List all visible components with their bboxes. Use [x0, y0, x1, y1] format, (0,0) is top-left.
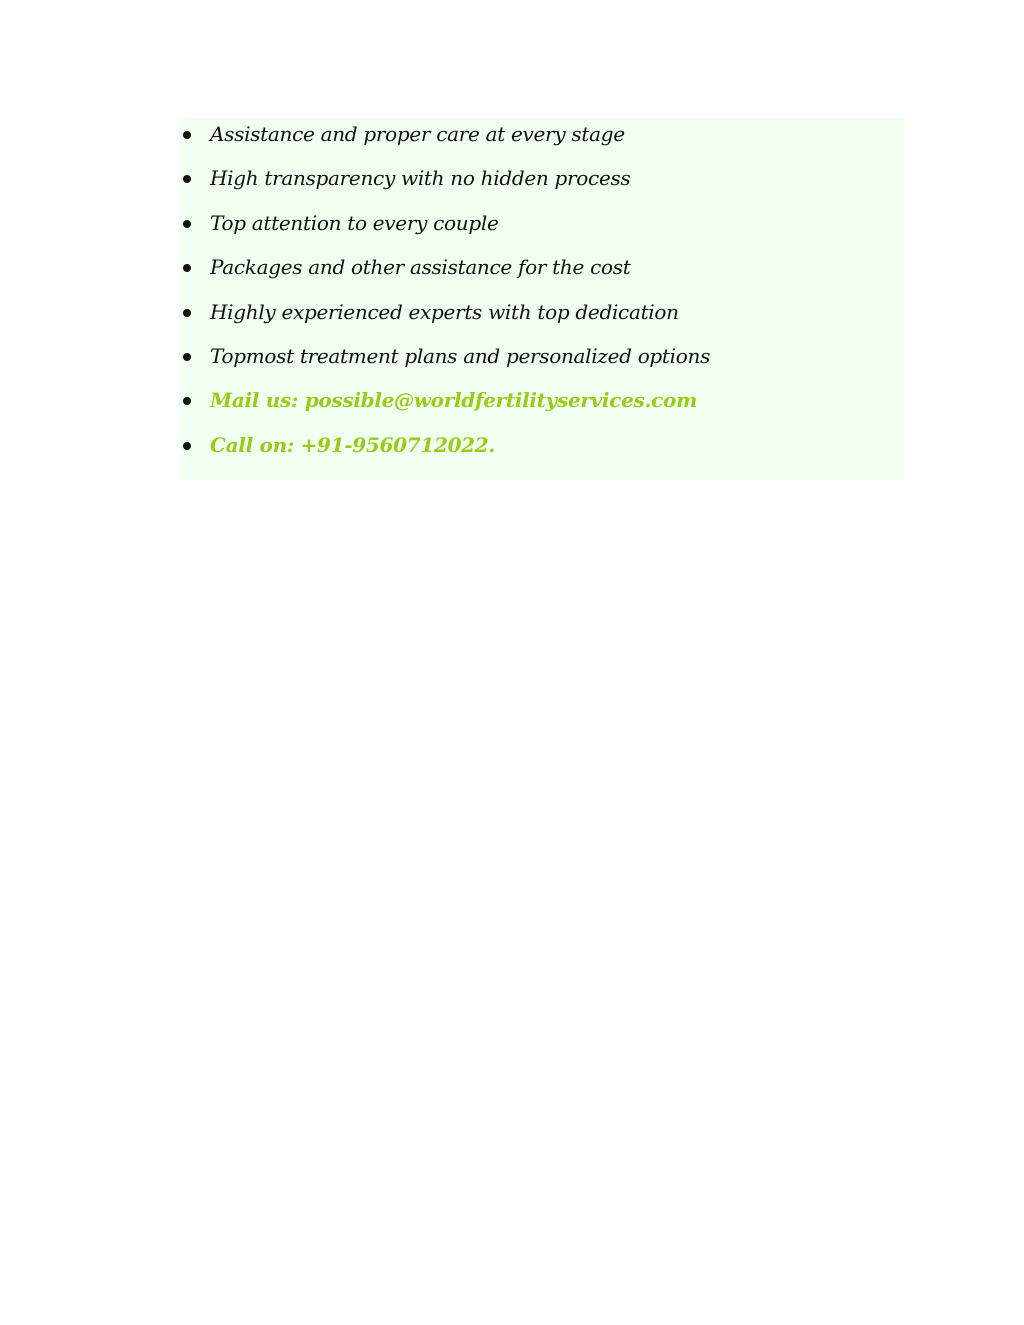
list-item	[180, 118, 904, 162]
list-item-text: Top attention to every couple	[210, 210, 499, 235]
list-item-text: Assistance and proper care at every stage	[210, 122, 625, 146]
list-item-text: Highly experienced experts with top dedication	[210, 299, 679, 324]
list-item-text: Packages and other assistance for the cost	[210, 255, 631, 280]
bullet-icon	[183, 175, 191, 183]
list-item	[180, 296, 904, 340]
benefits-list	[180, 118, 904, 473]
bullet-icon	[183, 220, 191, 228]
list-item	[180, 340, 904, 384]
list-item-text: Topmost treatment plans and personalized options	[210, 343, 711, 368]
contact-mail-text[interactable]: Mail us: possible@worldfertilityservices.com	[210, 388, 697, 413]
list-item	[180, 251, 904, 295]
bullet-icon	[183, 353, 191, 361]
list-item-text: High transparency with no hidden process	[210, 166, 631, 191]
bullet-icon	[183, 264, 191, 272]
bullet-icon	[183, 442, 191, 450]
list-item	[180, 162, 904, 206]
list-item	[180, 207, 904, 251]
contact-call-item[interactable]	[180, 429, 904, 473]
contact-call-text[interactable]: Call on: +91-9560712022.	[210, 432, 496, 457]
bullet-icon	[183, 309, 191, 317]
bullet-icon	[183, 397, 191, 405]
bullet-icon	[183, 131, 191, 139]
contact-mail-item[interactable]	[180, 384, 904, 428]
